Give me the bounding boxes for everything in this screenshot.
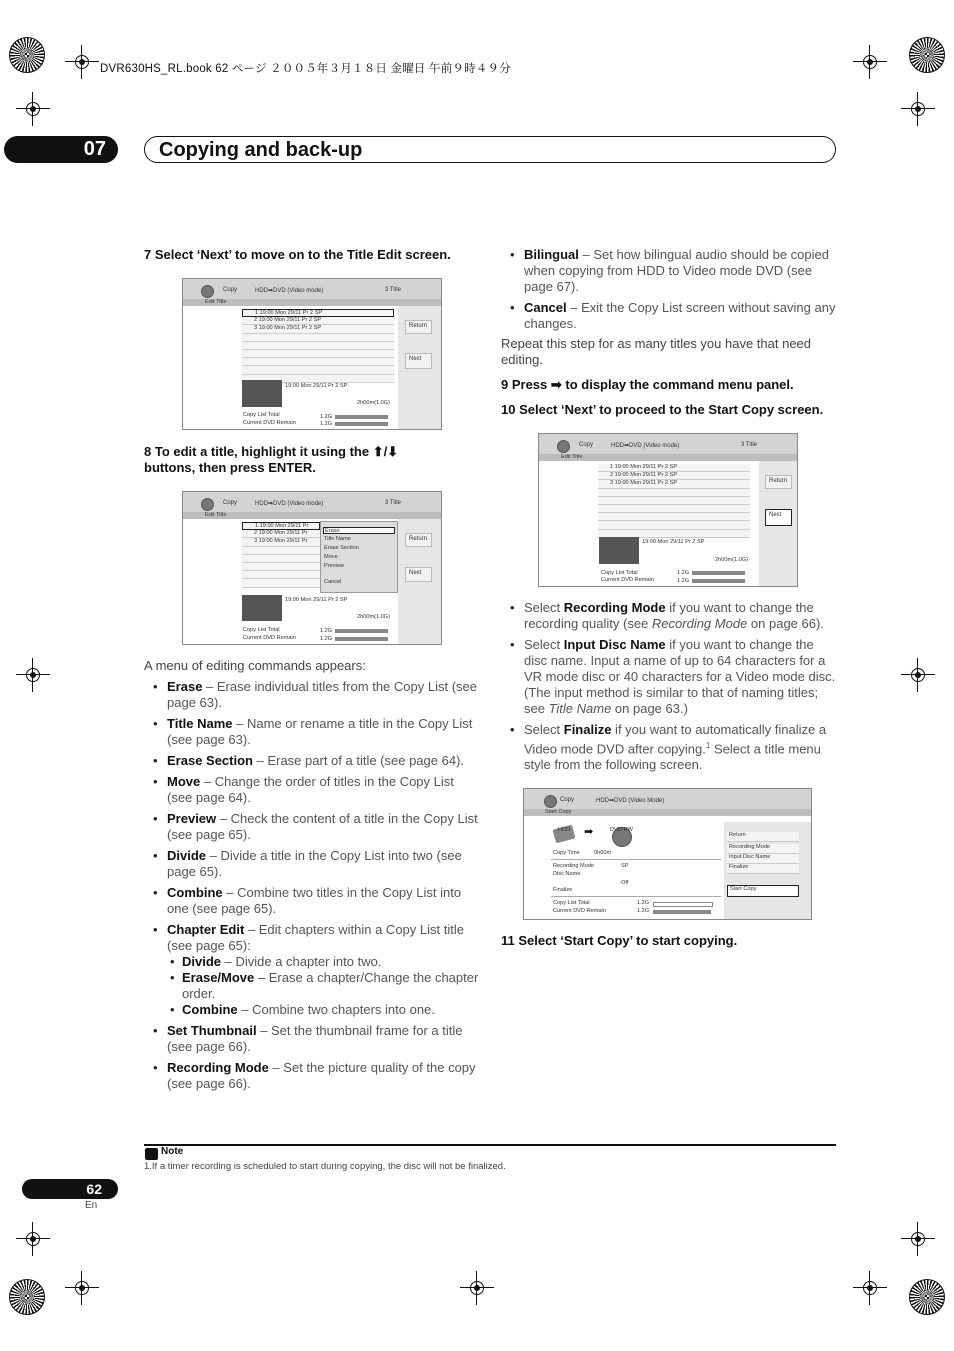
crosshair-mark [22,1228,44,1250]
sub-list-item: • Erase/Move – Erase a chapter/Change the chapter order. [170,970,479,1001]
title-row[interactable]: 2 19:00 Mon 29/11 Pr 2 SP [242,317,394,325]
menu-intro: A menu of editing commands appears: [144,658,366,673]
step-9: 9 Press ➡ to display the command menu panel. [501,377,794,392]
crosshair-mark [859,51,881,73]
crosshair-mark [22,98,44,120]
sub-list-item: • Combine – Combine two chapters into one. [170,1002,435,1017]
chapter-title-box [144,136,836,163]
popup-item-preview[interactable]: Preview [324,563,344,569]
step-10: 10 Select ‘Next’ to proceed to the Start Copy screen. [501,402,824,417]
crosshair-mark [907,664,929,686]
menu-item-finalize[interactable]: Finalize [727,864,799,874]
list-item: • Erase Section – Erase part of a title (see page 64). [153,753,465,768]
step-11: 11 Select ‘Start Copy’ to start copying. [501,933,738,948]
return-button[interactable]: Return [765,475,792,489]
crosshair-mark [907,98,929,120]
start-copy-options-list [502,600,836,778]
list-item: • Combine – Combine two titles in the Copy List into one (see page 65). [153,885,462,916]
crosshair-mark [71,51,93,73]
screenshot-edit-title: Copy HDD➡DVD (Video mode) 3 Title Edit Title 1 19:00 Mon 29/11 Pr 2 SP 2 19:00 Mon 29/11 Pr 2 SP 3 19:00 Mon 29/11 Pr 2 SP Return Next 19:00 Mon 29/11 Pr 2 SP 2h00m(1.0G) Copy List Total Current DVD Remain 1.2G 1.2G [182,278,442,430]
step-8: 8 To edit a title, highlight it using the ⬆/⬇ buttons, then press ENTER. [144,444,399,475]
title-row[interactable]: 2 19:00 Mon 29/11 Pr 2 SP [598,472,750,480]
title-row[interactable]: 1 19:00 Mon 29/11 Pr 2 SP [242,309,394,317]
title-thumbnail [242,595,282,621]
list-item: • Cancel – Exit the Copy List screen without saving any changes. [510,300,836,331]
popup-item-move[interactable]: Move [324,554,338,560]
title-row[interactable]: 3 19:00 Mon 29/11 Pr [242,538,320,546]
start-copy-button[interactable]: Start Copy [727,885,799,897]
list-item: • Select Input Disc Name if you want to change the disc name. Input a name of up to 64 characters for a VR mode disc or 40 characters for a Video mode disc. (The input method is similar to that of naming titles; see Title Name on page 63.) [510,637,836,716]
chapter-title: Copying and back-up [159,139,363,161]
book-info: DVR630HS_RL.book 62 ページ ２００５年３月１８日 金曜日 午前９時４９分 [100,63,511,75]
title-row[interactable]: 1 19:00 Mon 29/11 Pr 2 SP [598,464,750,472]
list-item: • Select Finalize if you want to automatically finalize a Video mode DVD after copying.$^1$ Select a title menu style from the following screen. [510,722,827,773]
more-commands-list [502,247,836,337]
note-text: 1.If a timer recording is scheduled to start during copying, the disc will not be finalized. [144,1161,506,1172]
registration-star-mark [9,1279,45,1315]
screenshot-edit-menu: Copy HDD➡DVD (Video mode) 3 Title Edit Title 1 19:00 Mon 29/11 Pr 2 19:00 Mon 29/11 Pr 3 19:00 Mon 29/11 Pr Erase Title Name Erase Section Move Preview Cancel Return Next 19:00 Mon 29/11 Pr 2 SP 2h00m(1.0G) Copy List Total Current DVD Remain 1.2G 1.2G [182,491,442,645]
list-item: • Chapter Edit – Edit chapters within a Copy List title (see page 65): • Divide – Divide a chapter into two. • Erase/Move – Erase a chapter/Change the chapter order. • Combine – Combine two chapters into one. [153,922,479,1017]
note-icon [145,1148,158,1160]
title-row[interactable]: 1 19:00 Mon 29/11 Pr [242,522,320,530]
edit-popup-menu [320,521,398,593]
list-item: • Title Name – Name or rename a title in the Copy List (see page 63). [153,716,473,747]
popup-item-title-name[interactable]: Title Name [324,536,351,542]
screenshot-start-copy: Copy HDD➡DVD (Video Mode) Start Copy HDD ➡ DVD-RW Copy Time 0h00m Recording Mode SP Disc Name Off Finalize Copy List Total Current DVD Remain 1.2G 1.2G Return Recording Mode Input Disc Name Finalize Start Copy [523,788,812,920]
menu-item-return[interactable]: Return [727,832,799,842]
list-item: • Preview – Check the content of a title in the Copy List (see page 65). [153,811,478,842]
crosshair-mark [907,1228,929,1250]
return-button[interactable]: Return [405,533,432,547]
menu-item-input-disc-name[interactable]: Input Disc Name [727,854,799,864]
return-button[interactable]: Return [405,320,432,334]
list-item: • Divide – Divide a title in the Copy List into two (see page 65). [153,848,462,879]
popup-item-erase-section[interactable]: Erase Section [324,545,359,551]
crosshair-mark [859,1277,881,1299]
disc-icon [544,795,557,808]
popup-item-cancel[interactable]: Cancel [324,579,342,585]
list-item: • Erase – Erase individual titles from the Copy List (see page 63). [153,679,477,710]
next-button[interactable]: Next [765,509,792,526]
arrow-right-icon: ➡ [584,826,594,838]
registration-star-mark [909,37,945,73]
title-thumbnail [242,380,282,407]
screenshot-next-selected: Copy HDD➡DVD (Video mode) 3 Title Edit Title 1 19:00 Mon 29/11 Pr 2 SP 2 19:00 Mon 29/11 Pr 2 SP 3 19:00 Mon 29/11 Pr 2 SP Return Next 19:00 Mon 29/11 Pr 2 SP 2h00m(1.0G) Copy List Total Current DVD Remain 1.2G 1.2G [538,433,798,587]
disc-icon [557,440,570,453]
list-item: • Move – Change the order of titles in the Copy List (see page 64). [153,774,454,805]
step-7: 7 Select ‘Next’ to move on to the Title Edit screen. [144,247,451,262]
page-number: 62 [22,1179,118,1199]
title-row[interactable]: 3 19:00 Mon 29/11 Pr 2 SP [598,480,750,488]
sub-list-item: • Divide – Divide a chapter into two. [170,954,382,969]
disc-icon [201,498,214,511]
crosshair-mark [71,1277,93,1299]
list-item: • Bilingual – Set how bilingual audio should be copied when copying from HDD to Video mode DVD (see page 67). [510,247,829,294]
list-item: • Set Thumbnail – Set the thumbnail frame for a title (see page 66). [153,1023,463,1054]
edit-commands-list [145,679,479,1097]
disc-icon [201,285,214,298]
title-row[interactable]: 3 19:00 Mon 29/11 Pr 2 SP [242,325,394,333]
registration-star-mark [909,1279,945,1315]
repeat-text: Repeat this step for as many titles you have that need editing. [501,336,812,367]
command-menu-panel [727,832,799,897]
chapter-number: 07 [4,136,118,163]
next-button[interactable]: Next [405,353,432,369]
crosshair-mark [466,1277,488,1299]
crosshair-mark [22,664,44,686]
language-label: En [85,1200,98,1211]
next-button[interactable]: Next [405,567,432,582]
menu-item-recording-mode[interactable]: Recording Mode [727,844,799,854]
registration-star-mark [9,37,45,73]
popup-item-erase[interactable]: Erase [323,527,395,534]
list-item: • Recording Mode – Set the picture quality of the copy (see page 66). [153,1060,476,1091]
title-row[interactable]: 2 19:00 Mon 29/11 Pr [242,530,320,538]
note-title: Note [161,1146,184,1157]
note-divider [144,1144,836,1146]
list-item: • Select Recording Mode if you want to change the recording quality (see Recording Mode on page 66). [510,600,824,631]
title-thumbnail [599,537,639,564]
